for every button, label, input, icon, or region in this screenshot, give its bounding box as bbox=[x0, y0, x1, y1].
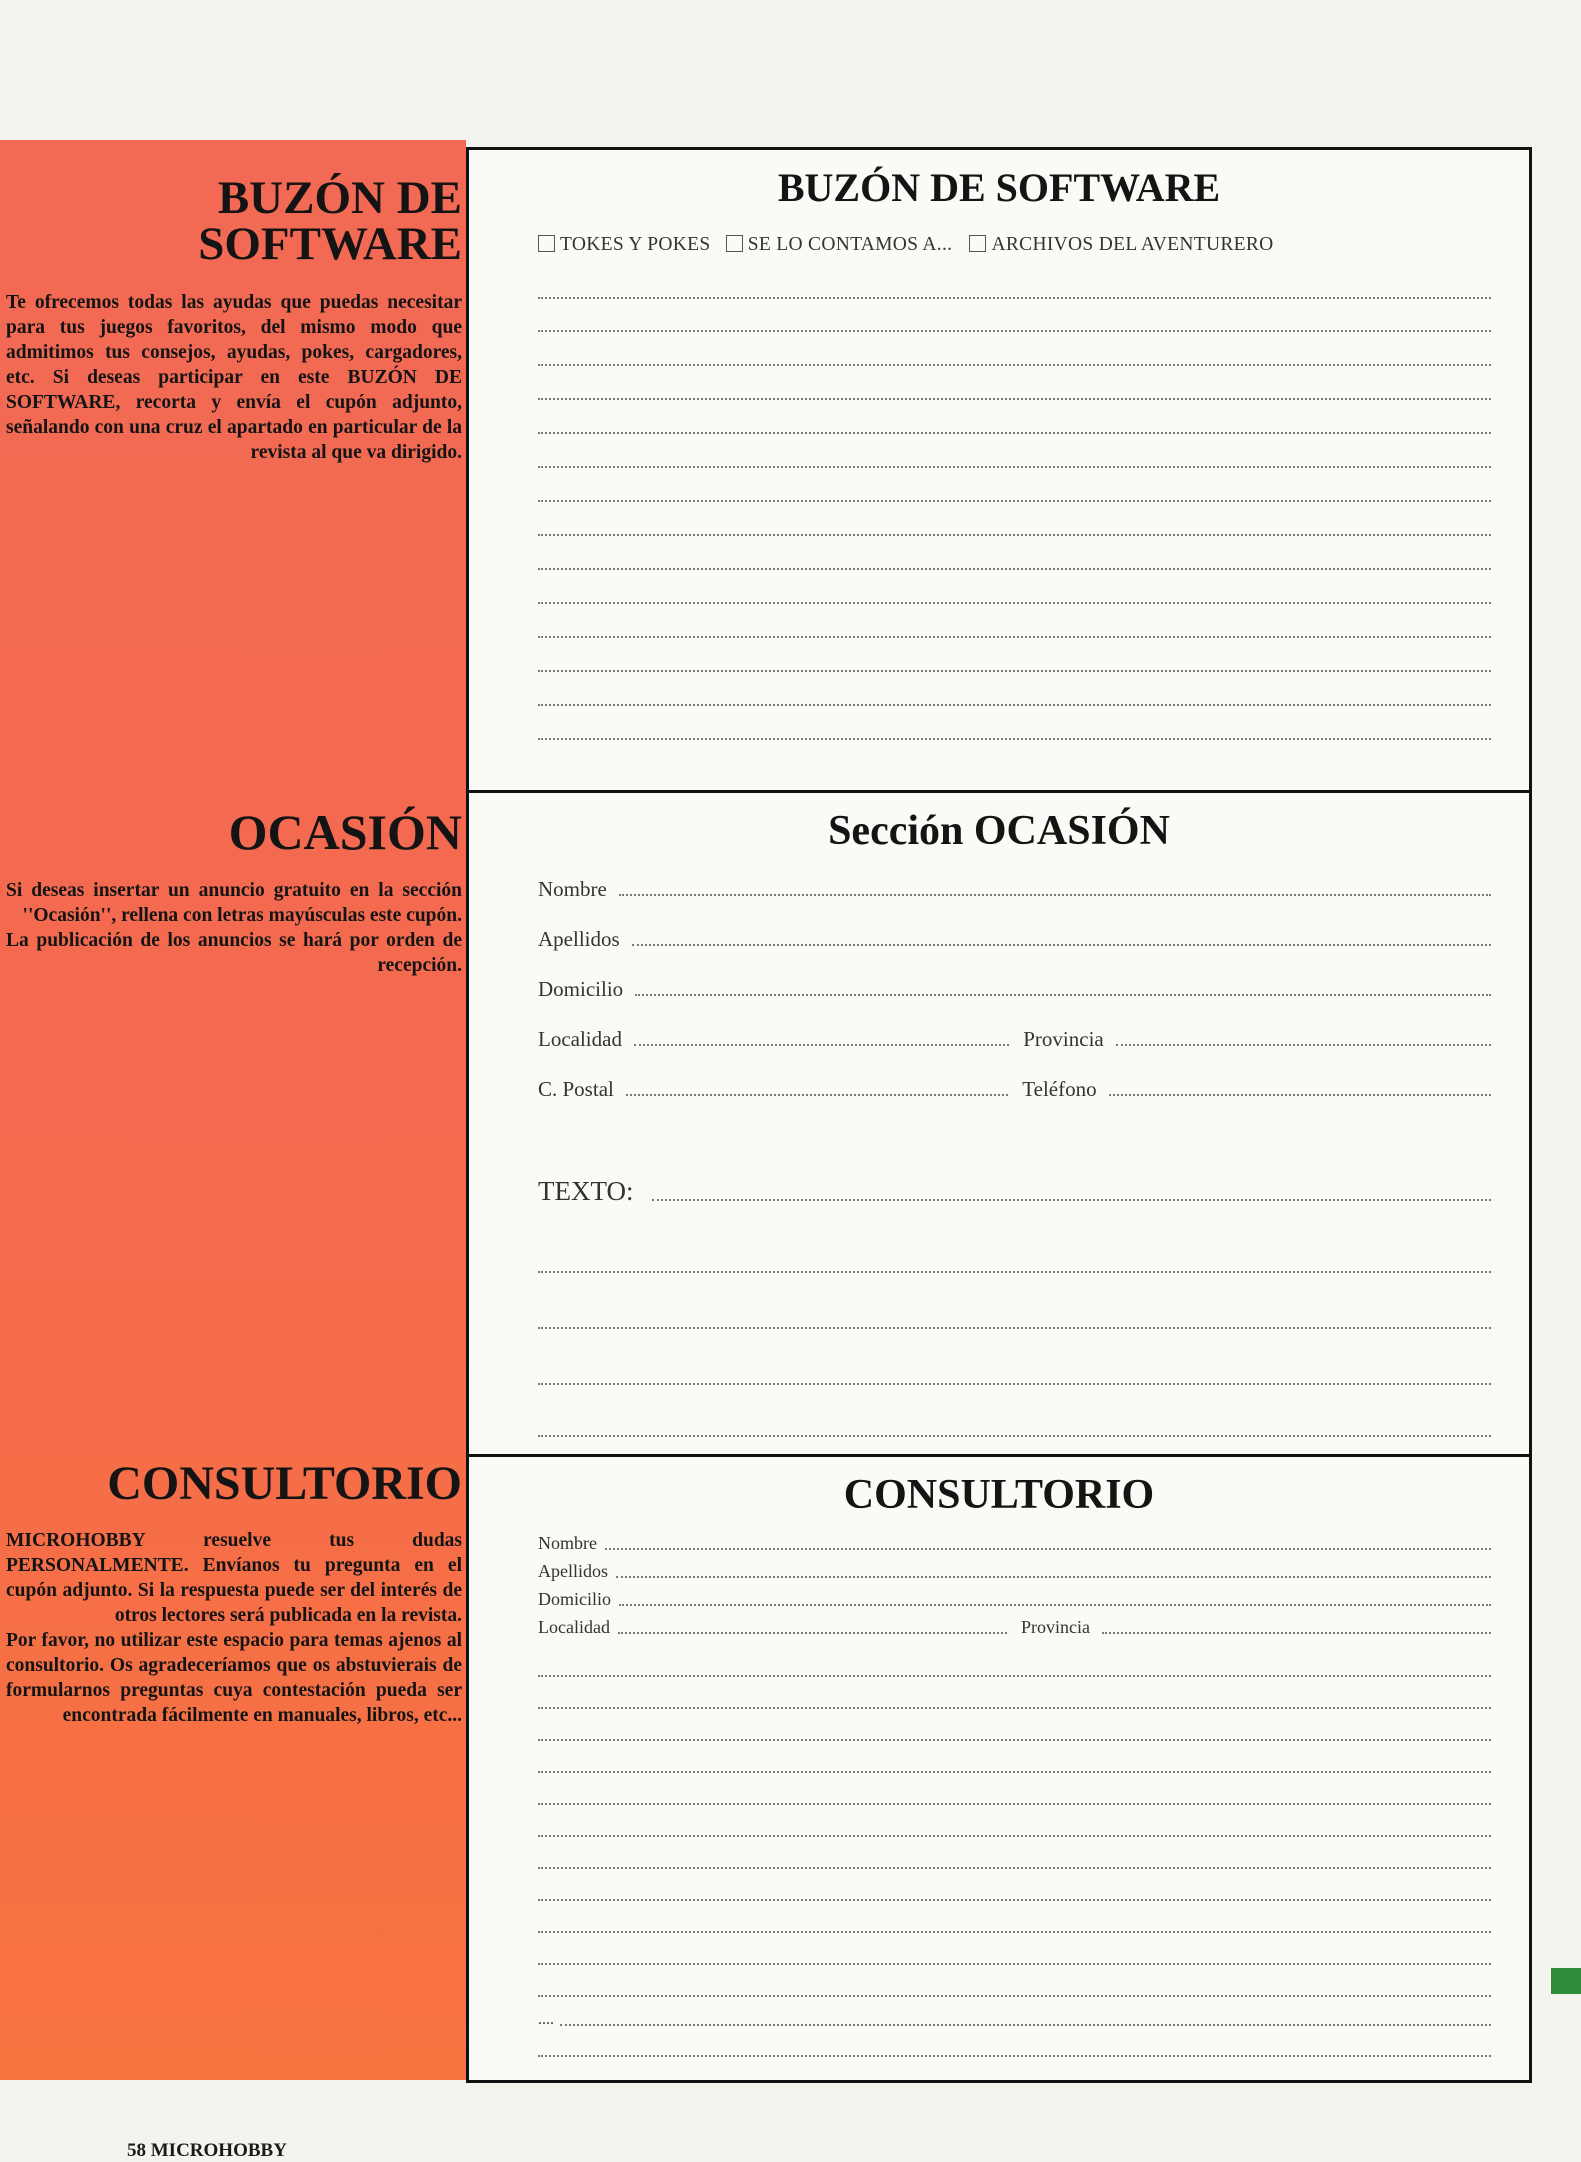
ocasion-intro bbox=[0, 804, 466, 979]
telefono-field[interactable] bbox=[1109, 1094, 1491, 1096]
ocasion-texto-row[interactable] bbox=[538, 1176, 1491, 1207]
write-line[interactable] bbox=[538, 1803, 1491, 1805]
write-line[interactable] bbox=[538, 1771, 1491, 1773]
write-line[interactable] bbox=[538, 1867, 1491, 1869]
write-line[interactable] bbox=[538, 568, 1491, 570]
cpostal-field[interactable] bbox=[626, 1094, 1008, 1096]
provincia-label: Provincia bbox=[1023, 1027, 1104, 1051]
checkbox-contamos[interactable] bbox=[726, 235, 743, 252]
write-line[interactable] bbox=[538, 1739, 1491, 1741]
ocasion-coupon-title: Sección OCASIÓN bbox=[828, 808, 1170, 854]
write-line[interactable] bbox=[538, 602, 1491, 604]
write-line[interactable] bbox=[538, 398, 1491, 400]
option-contamos-label: SE LO CONTAMOS A... bbox=[747, 234, 953, 255]
write-line[interactable] bbox=[538, 1931, 1491, 1933]
domicilio-field[interactable] bbox=[635, 994, 1491, 996]
buzon-coupon-title: BUZÓN DE SOFTWARE bbox=[777, 165, 1221, 210]
write-line[interactable] bbox=[538, 1899, 1491, 1901]
write-line[interactable] bbox=[538, 1327, 1491, 1329]
nombre-field[interactable] bbox=[605, 1548, 1491, 1550]
apellidos-field[interactable] bbox=[616, 1576, 1491, 1578]
write-line[interactable] bbox=[538, 1383, 1491, 1385]
telefono-label: Teléfono bbox=[1022, 1077, 1097, 1101]
consultorio-domicilio-row[interactable] bbox=[538, 1589, 1491, 1610]
domicilio-label: Domicilio bbox=[538, 1589, 611, 1609]
write-line[interactable] bbox=[538, 1835, 1491, 1837]
nombre-field[interactable] bbox=[619, 894, 1491, 896]
consultorio-description bbox=[0, 1529, 462, 1729]
apellidos-label: Apellidos bbox=[538, 1561, 608, 1581]
apellidos-field[interactable] bbox=[632, 944, 1491, 946]
write-line[interactable] bbox=[538, 330, 1491, 332]
buzon-heading bbox=[0, 172, 462, 271]
provincia-label: Provincia bbox=[1020, 1617, 1090, 1637]
localidad-field[interactable] bbox=[618, 1632, 1007, 1634]
page-footer: 58 MICROHOBBY bbox=[127, 2140, 287, 2161]
ocasion-coupon bbox=[469, 790, 1529, 1454]
consultorio-coupon bbox=[469, 1454, 1529, 2080]
ellipsis-text: .... bbox=[538, 2011, 554, 2028]
ocasion-localidad-row[interactable] bbox=[538, 1027, 1491, 1052]
buzon-description bbox=[0, 291, 462, 466]
write-line[interactable] bbox=[538, 670, 1491, 672]
write-line[interactable] bbox=[538, 500, 1491, 502]
buzon-description-text: Te ofrecemos todas las ayudas que puedas necesitar para tus juegos favoritos, del mismo modo que admitimos tus consejos, ayudas, pokes, cargadores, etc. Si deseas participar en este BUZÓN DE SOFTWARE, recorta y envía el cupón adjunto, señalando con una cruz el apartado en particular de la revista al que va dirigido. bbox=[6, 292, 462, 463]
checkbox-archivos[interactable] bbox=[969, 235, 986, 252]
buzon-heading-line2: SOFTWARE bbox=[198, 218, 462, 271]
consultorio-description-text2: Por favor, no utilizar este espacio para temas ajenos al consultorio. Os agradeceríamos que os abstuvierais de formularnos preguntas cuya contestación pueda ser encontrada fácilmente en manuales, libros, etc... bbox=[6, 1629, 462, 1726]
buzon-heading-line1: BUZÓN DE bbox=[217, 172, 462, 224]
consultorio-apellidos-row[interactable] bbox=[538, 1561, 1491, 1582]
write-line[interactable] bbox=[538, 1963, 1491, 1965]
texto-field[interactable] bbox=[652, 1199, 1492, 1201]
write-line[interactable] bbox=[538, 636, 1491, 638]
ocasion-description bbox=[0, 879, 462, 979]
consultorio-intro bbox=[0, 1457, 466, 1729]
ocasion-cpostal-row[interactable] bbox=[538, 1077, 1491, 1102]
sidebar bbox=[0, 140, 466, 2080]
ocasion-heading: OCASIÓN bbox=[228, 804, 462, 860]
provincia-field[interactable] bbox=[1116, 1044, 1491, 1046]
write-line[interactable] bbox=[538, 704, 1491, 706]
write-line[interactable] bbox=[538, 297, 1491, 299]
coupon-form bbox=[466, 147, 1532, 2083]
texto-label: TEXTO: bbox=[538, 1176, 634, 1206]
write-line[interactable] bbox=[538, 2055, 1491, 2057]
write-line[interactable] bbox=[538, 1435, 1491, 1437]
option-archivos-label: ARCHIVOS DEL AVENTURERO bbox=[991, 234, 1274, 255]
ocasion-nombre-row[interactable] bbox=[538, 877, 1491, 902]
localidad-field[interactable] bbox=[634, 1044, 1009, 1046]
localidad-label: Localidad bbox=[538, 1027, 622, 1051]
write-line[interactable] bbox=[538, 466, 1491, 468]
write-line[interactable] bbox=[538, 1995, 1491, 1997]
write-line[interactable] bbox=[538, 738, 1491, 740]
provincia-field[interactable] bbox=[1102, 1632, 1491, 1634]
write-line[interactable] bbox=[538, 1675, 1491, 1677]
write-line[interactable] bbox=[560, 2024, 1491, 2026]
domicilio-label: Domicilio bbox=[538, 977, 624, 1001]
domicilio-field[interactable] bbox=[619, 1604, 1491, 1606]
apellidos-label: Apellidos bbox=[538, 927, 620, 951]
nombre-label: Nombre bbox=[538, 877, 607, 901]
write-line[interactable] bbox=[538, 364, 1491, 366]
ocasion-domicilio-row[interactable] bbox=[538, 977, 1491, 1002]
write-line[interactable] bbox=[538, 534, 1491, 536]
consultorio-ellipsis-row[interactable] bbox=[538, 2011, 1491, 2029]
localidad-label: Localidad bbox=[538, 1617, 610, 1637]
option-tokes-label: TOKES Y POKES bbox=[560, 234, 711, 255]
buzon-options bbox=[538, 234, 1491, 256]
write-line[interactable] bbox=[538, 432, 1491, 434]
ocasion-apellidos-row[interactable] bbox=[538, 927, 1491, 952]
consultorio-nombre-row[interactable] bbox=[538, 1533, 1491, 1554]
ocasion-description-text1: Si deseas insertar un anuncio gratuito en la sección ''Ocasión'', rellena con letras mayúsculas este cupón. bbox=[6, 880, 462, 926]
checkbox-tokes[interactable] bbox=[538, 235, 555, 252]
edge-tab bbox=[1551, 1968, 1581, 1994]
consultorio-description-text1: MICROHOBBY resuelve tus dudas PERSONALMENTE. Envíanos tu pregunta en el cupón adjunto. Si la respuesta puede ser del interés de otros lectores será publicada en la revista. bbox=[6, 1530, 462, 1626]
cpostal-label: C. Postal bbox=[538, 1077, 614, 1101]
consultorio-localidad-row[interactable] bbox=[538, 1617, 1491, 1638]
write-line[interactable] bbox=[538, 1271, 1491, 1273]
ocasion-description-text2: La publicación de los anuncios se hará por orden de recepción. bbox=[6, 929, 462, 976]
buzon-coupon bbox=[469, 150, 1529, 790]
buzon-intro bbox=[0, 172, 466, 466]
consultorio-heading: CONSULTORIO bbox=[107, 1457, 462, 1510]
nombre-label: Nombre bbox=[538, 1533, 597, 1553]
write-line[interactable] bbox=[538, 1707, 1491, 1709]
consultorio-coupon-title: CONSULTORIO bbox=[843, 1472, 1155, 1518]
